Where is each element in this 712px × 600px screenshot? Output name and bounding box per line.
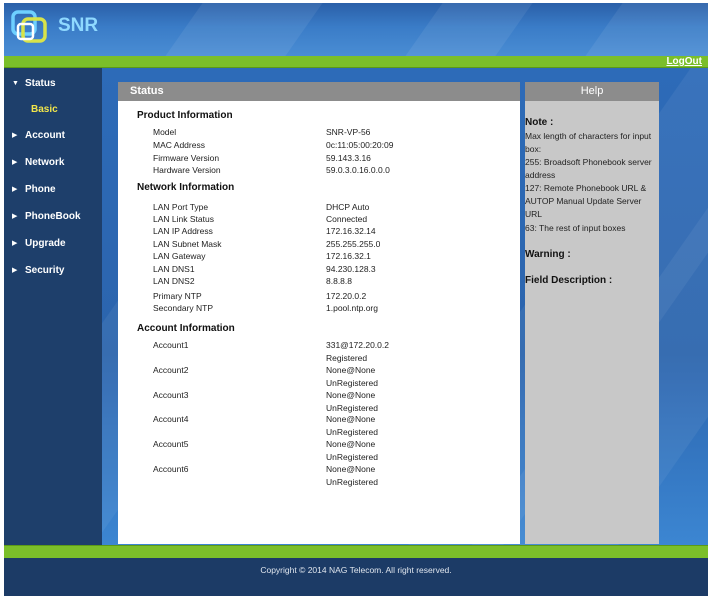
row-value: DHCP Auto: [326, 202, 370, 212]
snr-logo: [10, 7, 120, 51]
triangle-right-icon: ▶: [12, 213, 18, 220]
row-label: LAN DNS2: [153, 276, 195, 286]
row-label: Primary NTP: [153, 291, 202, 301]
note-line: Max length of characters for input box:: [525, 131, 652, 154]
field-description-heading: Field Description :: [525, 275, 613, 286]
row-value: 0c:11:05:00:20:09: [326, 140, 394, 150]
row-label: Account2: [153, 365, 189, 375]
note-line: 255: Broadsoft Phonebook server address: [525, 157, 652, 180]
sidebar-item-status[interactable]: [12, 78, 56, 89]
triangle-right-icon: ▶: [12, 267, 18, 274]
registration-status: Registered: [326, 353, 368, 363]
help-panel: [525, 82, 659, 544]
row-value: 94.230.128.3: [326, 264, 376, 274]
row-label: Firmware Version: [153, 153, 220, 163]
row-value: 8.8.8.8: [326, 276, 352, 286]
section-title-network: Network Information: [137, 182, 235, 193]
footer: [4, 558, 708, 596]
sidebar-item-basic[interactable]: Basic: [31, 104, 58, 115]
row-value: 59.0.3.0.16.0.0.0: [326, 165, 390, 175]
row-value: None@None: [326, 464, 376, 474]
sidebar-item-upgrade[interactable]: [12, 238, 66, 249]
row-label: Account5: [153, 439, 189, 449]
row-value: 172.20.0.2: [326, 291, 367, 301]
row-value: 331@172.20.0.2: [326, 340, 389, 350]
sidebar-item-label: Network: [25, 157, 65, 168]
row-value: 59.143.3.16: [326, 153, 371, 163]
row-value: 1.pool.ntp.org: [326, 303, 378, 313]
row-label: Account4: [153, 414, 189, 424]
section-title-account: Account Information: [137, 323, 235, 334]
row-label: Secondary NTP: [153, 303, 213, 313]
row-value: 172.16.32.14: [326, 226, 376, 236]
header-green-bar: [4, 56, 708, 68]
triangle-right-icon: ▶: [12, 132, 18, 139]
sidebar-item-phone[interactable]: [12, 184, 56, 195]
row-label: Account1: [153, 340, 189, 350]
triangle-right-icon: ▶: [12, 186, 18, 193]
registration-status: UnRegistered: [326, 427, 378, 437]
row-label: Model: [153, 127, 177, 137]
row-label: Account6: [153, 464, 189, 474]
sidebar-item-security[interactable]: [12, 265, 64, 276]
row-value: 172.16.32.1: [326, 251, 371, 261]
row-value: None@None: [326, 439, 376, 449]
registration-status: UnRegistered: [326, 378, 378, 388]
row-label: LAN Port Type: [153, 202, 209, 212]
note-line: 127: Remote Phonebook URL & AUTOP Manual Update Server URL: [525, 183, 647, 219]
triangle-right-icon: ▶: [12, 240, 18, 247]
row-value: None@None: [326, 365, 376, 375]
sidebar-item-network[interactable]: [12, 157, 64, 168]
copyright-text: Copyright © 2014 NAG Telecom. All right reserved.: [260, 565, 452, 575]
registration-status: UnRegistered: [326, 477, 378, 487]
sidebar-item-label: PhoneBook: [25, 211, 81, 222]
row-label: Hardware Version: [153, 165, 221, 175]
row-value: None@None: [326, 390, 376, 400]
sidebar-item-label: Phone: [25, 184, 56, 195]
logout-link[interactable]: LogOut: [666, 56, 702, 67]
row-label: LAN Subnet Mask: [153, 239, 222, 249]
row-label: LAN IP Address: [153, 226, 213, 236]
registration-status: UnRegistered: [326, 403, 378, 413]
triangle-down-icon: ▼: [12, 80, 19, 87]
status-panel: [118, 82, 520, 544]
footer-green-bar: [4, 545, 708, 558]
triangle-right-icon: ▶: [12, 159, 18, 166]
sidebar-item-label: Status: [25, 78, 56, 89]
row-value: SNR-VP-56: [326, 127, 371, 137]
logo-icon: [10, 7, 56, 51]
sidebar-item-phonebook[interactable]: [12, 211, 81, 222]
header-banner: [4, 3, 708, 56]
logo-text: SNR: [58, 15, 99, 36]
note-line: 63: The rest of input boxes: [525, 223, 626, 233]
sidebar-item-label: Upgrade: [25, 238, 66, 249]
row-value: None@None: [326, 414, 376, 424]
row-label: Account3: [153, 390, 189, 400]
section-title-product: Product Information: [137, 110, 233, 121]
row-label: LAN DNS1: [153, 264, 195, 274]
app-frame: [4, 3, 708, 596]
sidebar-item-label: Account: [25, 130, 65, 141]
sidebar-item-label: Security: [25, 265, 65, 276]
sidebar-nav: [4, 68, 102, 545]
note-heading: Note :: [525, 117, 554, 128]
row-label: LAN Link Status: [153, 214, 214, 224]
row-label: MAC Address: [153, 140, 205, 150]
help-title: Help: [525, 82, 659, 101]
row-value: Connected: [326, 214, 368, 224]
panel-title: Status: [118, 82, 520, 101]
row-label: LAN Gateway: [153, 251, 206, 261]
warning-heading: Warning :: [525, 249, 571, 260]
row-value: 255.255.255.0: [326, 239, 381, 249]
sidebar-item-account[interactable]: [12, 130, 65, 141]
registration-status: UnRegistered: [326, 452, 378, 462]
